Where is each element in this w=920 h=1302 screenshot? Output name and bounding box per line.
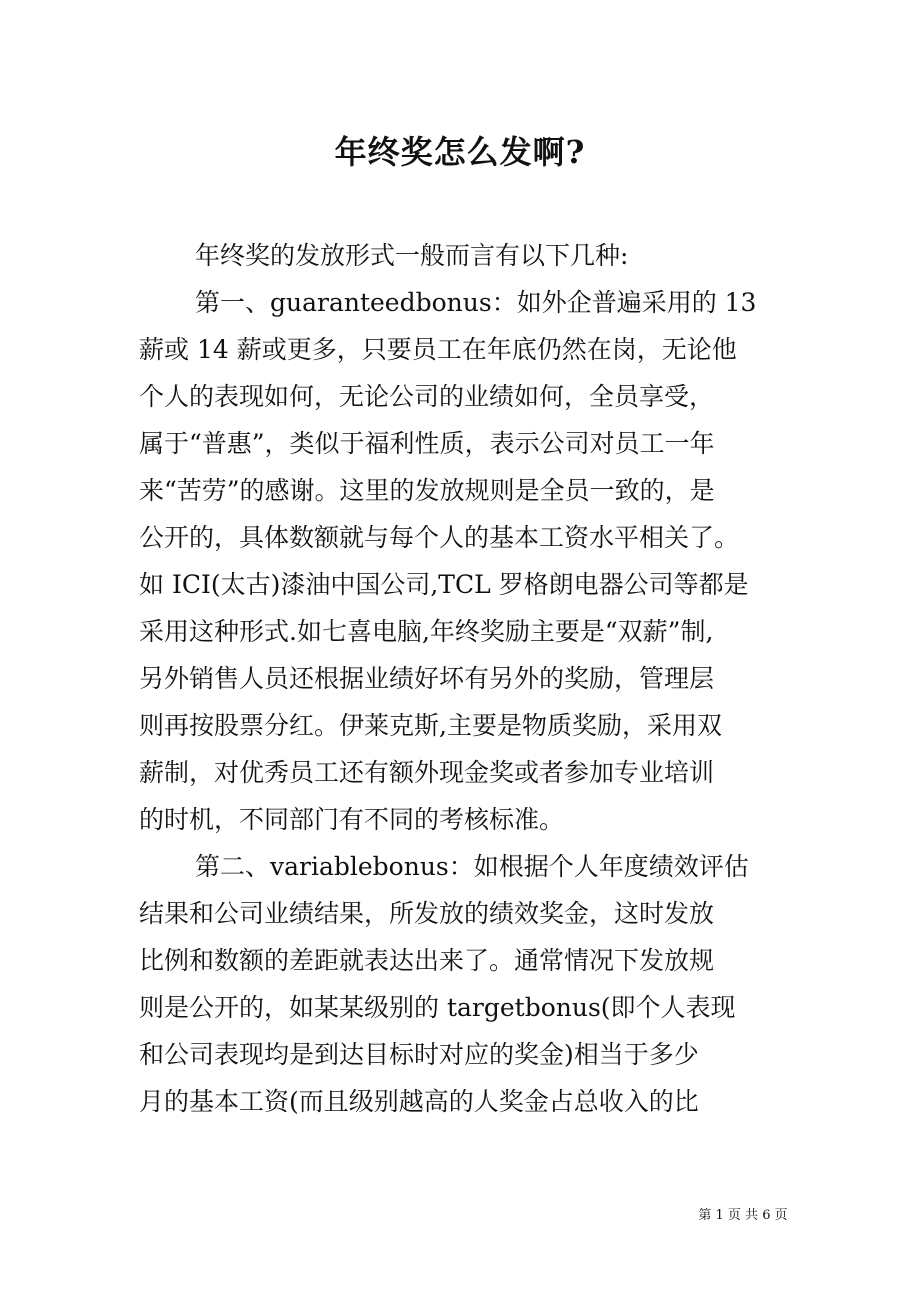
paragraph-line: 属于“普惠”，类似于福利性质，表示公司对员工一年 (139, 429, 715, 458)
paragraph-line: 比例和数额的差距就表达出来了。通常情况下发放规 (139, 946, 715, 975)
paragraph-line: 如 ICI(太古)漆油中国公司,TCL 罗格朗电器公司等都是 (139, 570, 749, 599)
paragraph-line: 薪制，对优秀员工还有额外现金奖或者参加专业培训 (139, 758, 715, 787)
paragraph-line: 则是公开的，如某某级别的 targetbonus(即个人表现 (139, 993, 736, 1022)
paragraph-line: 月的基本工资(而且级别越高的人奖金占总收入的比 (139, 1087, 699, 1116)
page-title: 年终奖怎么发啊? (334, 133, 586, 171)
paragraph-line: 另外销售人员还根据业绩好坏有另外的奖励，管理层 (139, 664, 715, 693)
page-number: 第 1 页 共 6 页 (698, 1208, 788, 1223)
paragraph-line: 来“苦劳”的感谢。这里的发放规则是全员一致的，是 (139, 476, 715, 505)
paragraph-line: 采用这种形式.如七喜电脑,年终奖励主要是“双薪”制, (139, 617, 714, 646)
paragraph-line: 薪或 14 薪或更多，只要员工在年底仍然在岗，无论他 (139, 335, 737, 364)
paragraph-line: 第二、variablebonus：如根据个人年度绩效评估 (195, 852, 749, 881)
paragraph-line: 结果和公司业绩结果，所发放的绩效奖金，这时发放 (139, 899, 715, 928)
paragraph-line: 第一、guaranteedbonus：如外企普遍采用的 13 (195, 288, 757, 317)
paragraph-line: 年终奖的发放形式一般而言有以下几种: (195, 241, 629, 270)
paragraph-line: 的时机，不同部门有不同的考核标准。 (139, 805, 565, 834)
page-footer (0, 1206, 920, 1226)
paragraph-line: 公开的，具体数额就与每个人的基本工资水平相关了。 (139, 523, 740, 552)
paragraph-line: 个人的表现如何，无论公司的业绩如何，全员享受， (139, 382, 715, 411)
document-body (139, 232, 785, 1125)
paragraph-line: 和公司表现均是到达目标时对应的奖金)相当于多少 (139, 1040, 699, 1069)
paragraph-line: 则再按股票分红。伊莱克斯,主要是物质奖励，采用双 (139, 711, 722, 740)
